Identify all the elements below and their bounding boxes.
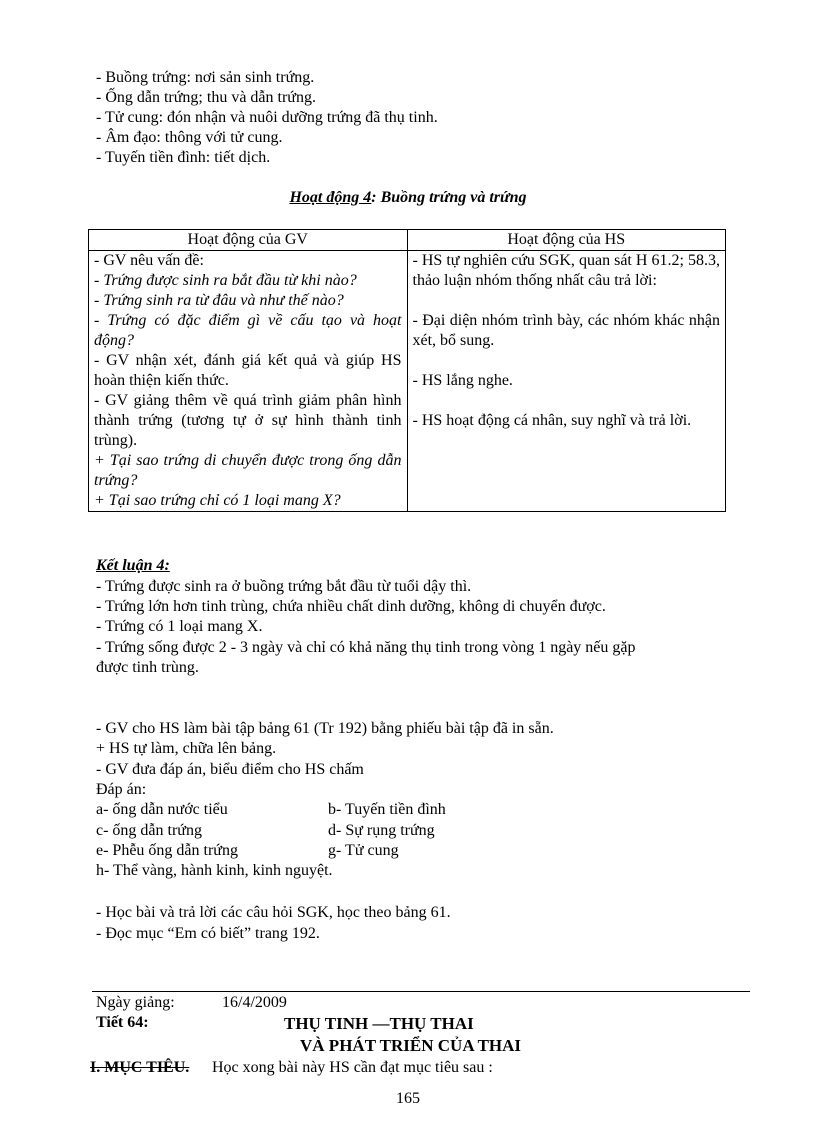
hs-column: [407, 251, 726, 512]
homework-line: - Đọc mục “Em có biết” trang 192.: [96, 925, 320, 942]
gv-item: - Trứng được sinh ra bắt đầu từ khi nào?: [94, 272, 357, 289]
gv-item: - Trứng sinh ra từ đâu và như thế nào?: [94, 292, 344, 309]
objective-label: [90, 1058, 189, 1078]
conclusion-line: - Trứng được sinh ra ở buồng trứng bắt đầu từ tuổi dậy thì.: [96, 578, 472, 595]
intro-line: - Buồng trứng: nơi sản sinh trứng.: [96, 69, 315, 86]
exercise-line: Đáp án:: [96, 781, 147, 798]
section-divider: [92, 991, 750, 992]
activity-title: : Buồng trứng và trứng: [371, 189, 527, 206]
hs-item: - HS tự nghiên cứu SGK, quan sát H 61.2; 58.3, thảo luận nhóm thống nhất câu trả lời:: [412, 252, 720, 289]
objective-label-text: I. MỤC TIÊU.: [90, 1059, 190, 1076]
activity-label: Hoạt động 4: [289, 189, 372, 206]
date-value: 16/4/2009: [222, 994, 287, 1011]
intro-line: - Tuyến tiền đình: tiết dịch.: [96, 149, 271, 166]
gv-item: + Tại sao trứng di chuyển được trong ống dẫn trứng?: [94, 452, 402, 489]
gv-item: - GV nhận xét, đánh giá kết quả và giúp HS hoàn thiện kiến thức.: [94, 352, 402, 389]
hs-item: - HS lắng nghe.: [412, 372, 513, 389]
intro-line: - Tử cung: đón nhận và nuôi dưỡng trứng đã thụ tinh.: [96, 109, 438, 126]
lesson-title-line1: THỤ TINH —THỤ THAI: [284, 1014, 474, 1033]
activity-table: [88, 229, 726, 512]
gv-item: - GV nêu vấn đề:: [94, 252, 204, 269]
gv-column: [89, 251, 408, 512]
hs-item: - HS hoạt động cá nhân, suy nghĩ và trả lời.: [412, 412, 692, 429]
date-label: Ngày giảng:: [96, 994, 175, 1011]
conclusion-title: Kết luận 4:: [96, 557, 170, 574]
answer-b: b- Tuyến tiền đình: [328, 801, 446, 818]
conclusion-line: - Trứng lớn hơn tinh trùng, chứa nhiều chất dinh dưỡng, không di chuyển được.: [96, 598, 606, 615]
hs-item: - Đại diện nhóm trình bày, các nhóm khác nhận xét, bổ sung.: [412, 312, 720, 349]
exercise-line: + HS tự làm, chữa lên bảng.: [96, 740, 277, 757]
intro-line: - Ống dẫn trứng; thu và dẫn trứng.: [96, 89, 316, 106]
conclusion-line: - Trứng sống được 2 - 3 ngày và chỉ có khả năng thụ tinh trong vòng 1 ngày nếu gặp: [96, 639, 636, 656]
header-hs: Hoạt động của HS: [407, 230, 726, 251]
gv-item: - Trứng có đặc điểm gì về cấu tạo và hoạt động?: [94, 312, 402, 349]
exercise-line: - GV cho HS làm bài tập bảng 61 (Tr 192) bằng phiếu bài tập đã in sẵn.: [96, 720, 554, 737]
gv-item: + Tại sao trứng chỉ có 1 loại mang X?: [94, 492, 341, 509]
answer-g: g- Tử cung: [328, 842, 399, 859]
intro-line: - Âm đạo: thông với tử cung.: [96, 129, 283, 146]
homework-line: - Học bài và trả lời các câu hỏi SGK, học theo bảng 61.: [96, 904, 451, 921]
answer-e: e- Phễu ống dẫn trứng: [96, 842, 238, 859]
lesson-label: Tiết 64:: [96, 1014, 149, 1031]
answer-c: c- ống dẫn trứng: [96, 822, 202, 839]
conclusion-line: - Trứng có 1 loại mang X.: [96, 618, 263, 635]
activity-heading: [0, 189, 816, 207]
answer-h: h- Thể vàng, hành kinh, kinh nguyệt.: [96, 862, 333, 879]
conclusion-line: được tinh trùng.: [96, 659, 199, 676]
lesson-title-line2: VÀ PHÁT TRIỂN CỦA THAI: [300, 1036, 522, 1055]
answer-a: a- ống dẫn nước tiểu: [96, 801, 228, 818]
objective-text: Học xong bài này HS cần đạt mục tiêu sau :: [212, 1059, 493, 1076]
answer-d: d- Sự rụng trứng: [328, 822, 435, 839]
exercise-line: - GV đưa đáp án, biểu điểm cho HS chấm: [96, 761, 364, 778]
header-gv: Hoạt động của GV: [89, 230, 408, 251]
gv-item: - GV giảng thêm về quá trình giảm phân hình thành trứng (tương tự ở sự hình thành tinh trùng).: [94, 392, 402, 449]
page-number: 165: [396, 1090, 420, 1107]
